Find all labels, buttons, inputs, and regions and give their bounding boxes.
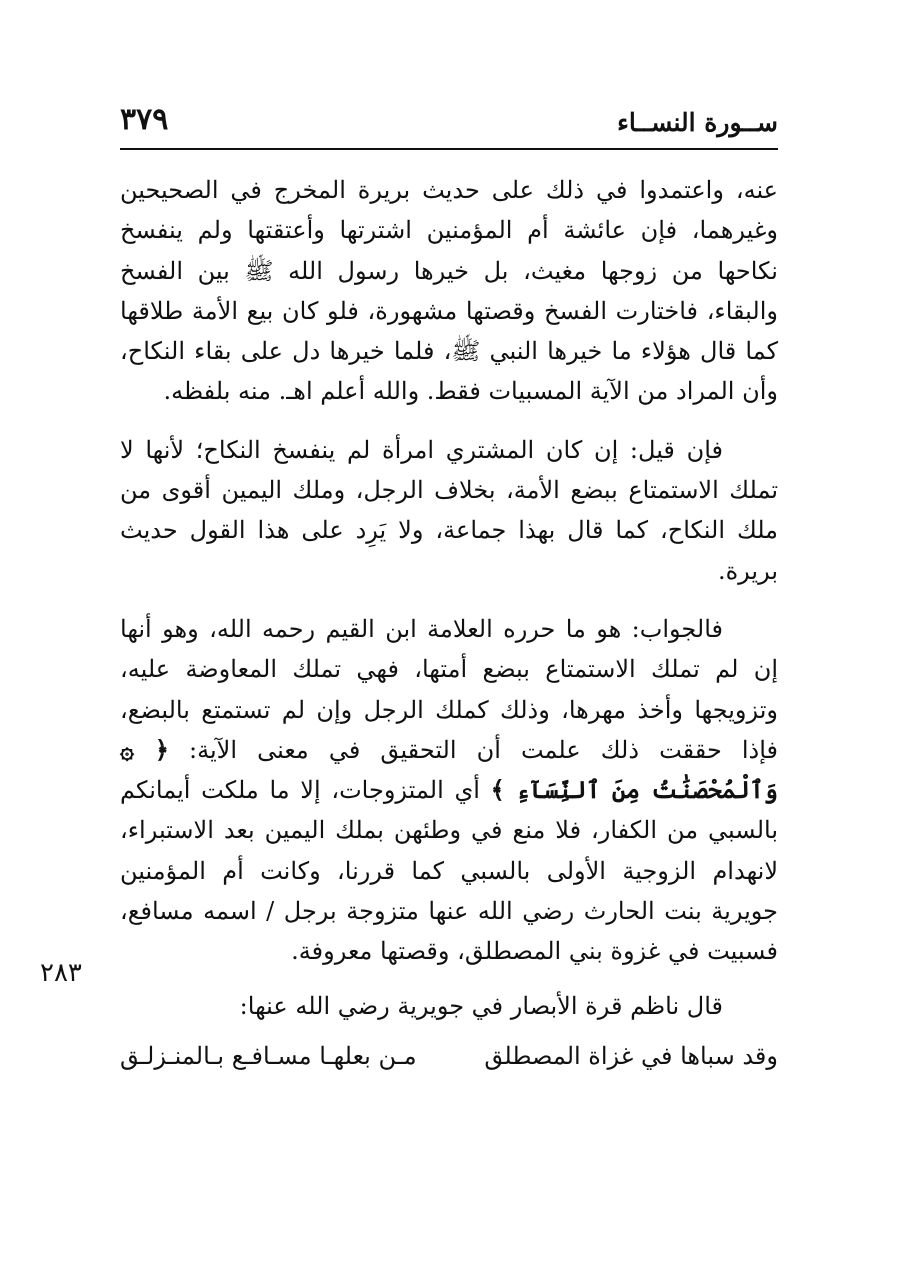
paragraph-2: فإن قيل: إن كان المشتري امرأة لم ينفسخ النكاح؛ لأنها لا تملك الاستمتاع ببضع الأمة، بخلاف الرجل، وملك اليمين أقوى من ملك النكاح، كما قال بهذا جماعة، ولا يَرِد على هذا القول حديث بريرة. — [120, 435, 779, 585]
page-number: ٣٧٩ — [120, 102, 169, 137]
verse-first-hemistich: وقد سباها في غزاة المصطلق — [484, 1041, 778, 1070]
paragraph-3-end: أي المتزوجات، إلا ما ملكت أيمانكم بالسبي من الكفار، فلا منع في وطئهن بملك اليمين بعد الاستبراء، لانهدام الزوجية الأولى بالسبي كما قررنا، وكانت أم المؤمنين جويرية بنت الحارث رضي الله عنها متزوجة برجل / اسمه مسافع، فسبيت في غزوة بني المصطلق، وقصتها معروفة. — [120, 776, 778, 966]
paragraph-1: عنه، واعتمدوا في ذلك على حديث بريرة المخرج في الصحيحين وغيرهما، فإن عائشة أم المؤمنين اشترتها وأعتقتها ولم ينفسخ نكاحها من زوجها مغيث، بل خيرها رسول الله ﷺ بين الفسخ والبقاء، فاختارت الفسخ وقصتها مشهورة، فلو كان بيع الأمة طلاقها كما قال هؤلاء ما خيرها النبي ﷺ، فلما خيرها دل على بقاء النكاح، وأن المراد من الآية المسبيات فقط. والله أعلم اهـ. منه بلفظه. — [120, 176, 779, 406]
paragraph-3-start: فالجواب: هو ما حرره العلامة ابن القيم رحمه الله، وهو أنها إن لم تملك الاستمتاع ببضع أمتها، فهي تملك المعاوضة عليه، وتزويجها وأخذ مهرها، وذلك كملك الرجل وإن لم تستمتع بالبضع، فإذا حققت ذلك علمت أن التحقيق في معنى الآية: — [120, 614, 778, 764]
page-body — [120, 170, 778, 1076]
poem-intro: قال ناظم قرة الأبصار في جويرية رضي الله عنها: — [239, 991, 723, 1020]
quran-verse-quote: ﴿ ۞ وَٱلْمُحْصَنَٰتُ مِنَ ٱلنِّسَآءِ ﴾ — [120, 734, 778, 805]
paragraph-3 — [120, 609, 778, 972]
surah-title: ســورة النســاء — [617, 108, 778, 137]
page-header — [120, 100, 778, 150]
poem-verse — [120, 1036, 778, 1076]
verse-second-hemistich: مـن بعلهـا مسـافـع بـالمنـزلـق — [120, 1041, 417, 1070]
margin-page-reference: ٢٨٣ — [40, 958, 82, 988]
